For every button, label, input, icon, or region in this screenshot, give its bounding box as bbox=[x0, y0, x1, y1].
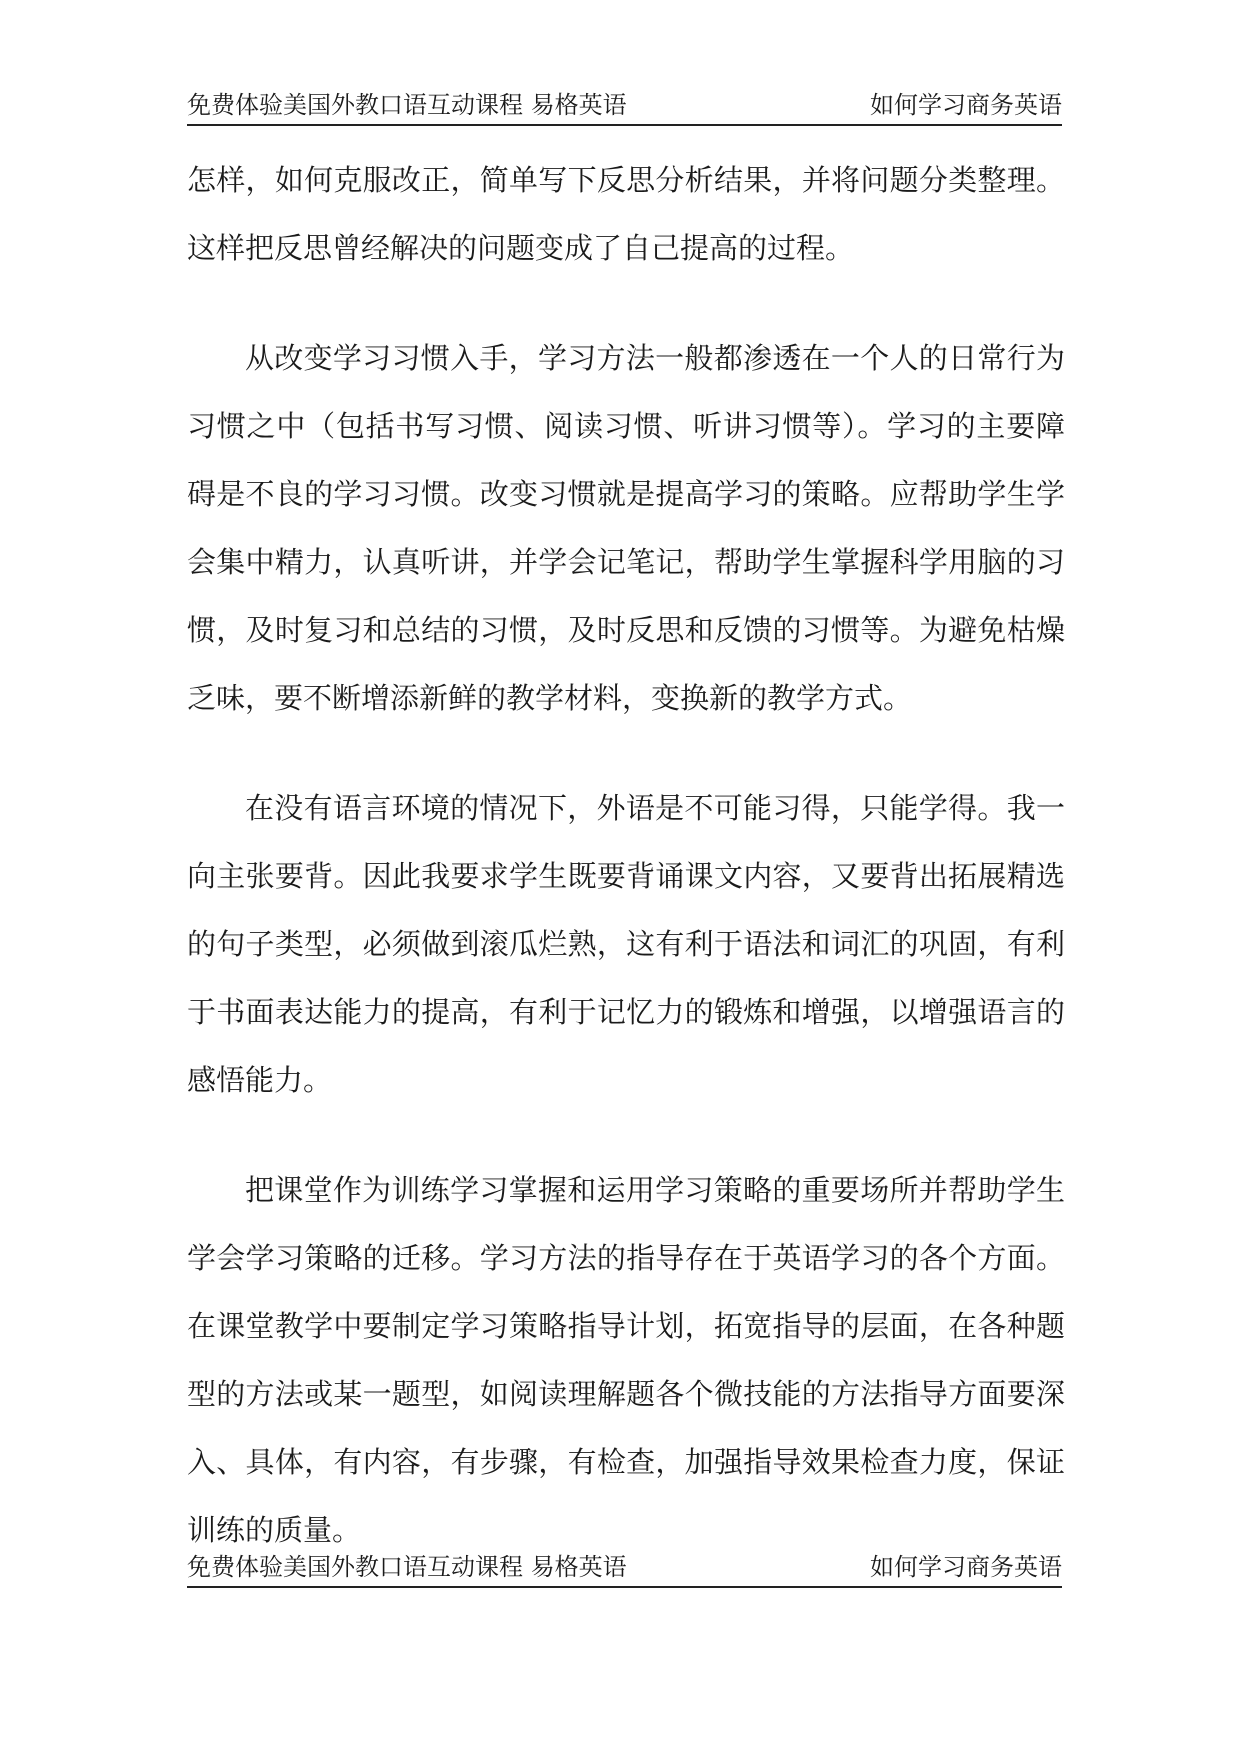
header-right-text: 如何学习商务英语 bbox=[870, 91, 1062, 119]
document-body bbox=[187, 146, 1065, 1606]
footer-left-text: 免费体验美国外教口语互动课程 易格英语 bbox=[187, 1553, 627, 1581]
page-footer bbox=[187, 1544, 1062, 1588]
paragraph-continued: 怎样，如何克服改正，简单写下反思分析结果，并将问题分类整理。这样把反思曾经解决的问题变成了自己提高的过程。 bbox=[187, 163, 1065, 265]
paragraph-memorization: 在没有语言环境的情况下，外语是不可能习得，只能学得。我一向主张要背。因此我要求学生既要背诵课文内容，又要背出拓展精选的句子类型，必须做到滚瓜烂熟，这有利于语法和词汇的巩固，有利于书面表达能力的提高，有利于记忆力的锻炼和增强，以增强语言的感悟能力。 bbox=[187, 791, 1065, 1097]
header-left-text: 免费体验美国外教口语互动课程 易格英语 bbox=[187, 91, 627, 119]
footer-right-text: 如何学习商务英语 bbox=[870, 1553, 1062, 1581]
paragraph-classroom-strategy: 把课堂作为训练学习掌握和运用学习策略的重要场所并帮助学生学会学习策略的迁移。学习方法的指导存在于英语学习的各个方面。在课堂教学中要制定学习策略指导计划，拓宽指导的层面，在各种题型的方法或某一题型，如阅读理解题各个微技能的方法指导方面要深入、具体，有内容，有步骤，有检查，加强指导效果检查力度，保证训练的质量。 bbox=[187, 1173, 1065, 1547]
paragraph-study-habits: 从改变学习习惯入手，学习方法一般都渗透在一个人的日常行为习惯之中（包括书写习惯、阅读习惯、听讲习惯等）。学习的主要障碍是不良的学习习惯。改变习惯就是提高学习的策略。应帮助学生学会集中精力，认真听讲，并学会记笔记，帮助学生掌握科学用脑的习惯，及时复习和总结的习惯，及时反思和反馈的习惯等。为避免枯燥乏味，要不断增添新鲜的教学材料，变换新的教学方式。 bbox=[187, 341, 1065, 715]
page-header bbox=[187, 82, 1062, 126]
